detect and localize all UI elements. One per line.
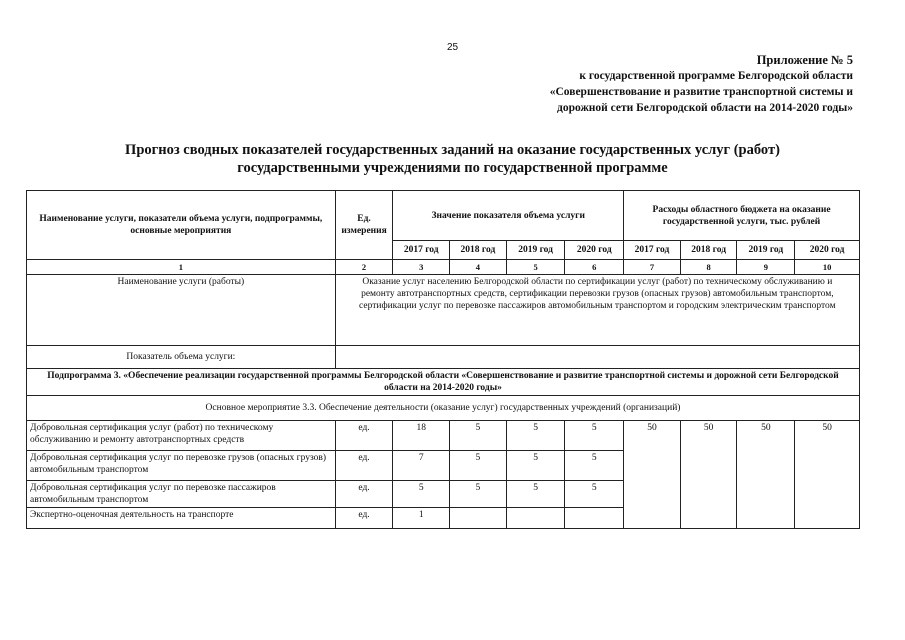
expenses-2020: 50 — [795, 421, 860, 529]
row-value-2019 — [506, 508, 565, 529]
row-unit: ед. — [335, 481, 393, 508]
column-number: 3 — [393, 260, 450, 275]
appendix-title: Приложение № 5 — [756, 53, 853, 67]
main-activity-title: Основное мероприятие 3.3. Обеспечение деятельности (оказание услуг) государственных учреждений (организаций) — [27, 396, 860, 421]
row-value-2018 — [450, 508, 507, 529]
header-expenses-year: 2020 год — [795, 241, 860, 260]
row-value-2018: 5 — [450, 451, 507, 481]
row-value-2019: 5 — [506, 451, 565, 481]
header-expenses-year: 2017 год — [624, 241, 681, 260]
volume-indicator-label: Показатель объема услуги: — [27, 346, 336, 369]
page-number: 25 — [446, 42, 459, 53]
appendix-line-2: «Совершенствование и развитие транспортной системы и — [549, 86, 853, 98]
appendix-line-3: дорожной сети Белгородской области на 2014-2020 годы» — [557, 102, 853, 114]
main-activity-row — [27, 396, 860, 421]
document-title — [30, 141, 875, 177]
row-value-2019: 5 — [506, 421, 565, 451]
expenses-2018: 50 — [680, 421, 737, 529]
row-value-2017: 7 — [393, 451, 450, 481]
service-name-row — [27, 275, 860, 346]
header-expenses-year: 2018 год — [680, 241, 737, 260]
document-title-line-2: государственными учреждениями по государственной программе — [237, 160, 668, 176]
row-name: Экспертно-оценочная деятельность на транспорте — [27, 508, 336, 529]
row-unit: ед. — [335, 421, 393, 451]
column-number: 10 — [795, 260, 860, 275]
column-number: 8 — [680, 260, 737, 275]
column-numbers-row — [27, 260, 860, 275]
volume-indicator-row — [27, 346, 860, 369]
volume-indicator-value — [335, 346, 859, 369]
row-value-2019: 5 — [506, 481, 565, 508]
forecast-table — [26, 190, 860, 529]
column-number: 5 — [506, 260, 565, 275]
row-name: Добровольная сертификация услуг по перевозке пассажиров автомобильным транспортом — [27, 481, 336, 508]
column-number: 2 — [335, 260, 393, 275]
column-number: 1 — [27, 260, 336, 275]
row-value-2017: 18 — [393, 421, 450, 451]
column-number: 6 — [565, 260, 624, 275]
expenses-2017: 50 — [624, 421, 681, 529]
header-expenses: Расходы областного бюджета на оказание государственной услуги, тыс. рублей — [624, 191, 860, 241]
appendix-header — [493, 52, 853, 116]
header-volume: Значение показателя объема услуги — [393, 191, 624, 241]
service-name-label: Наименование услуги (работы) — [27, 275, 336, 346]
table-row — [27, 421, 860, 451]
row-name: Добровольная сертификация услуг по перевозке грузов (опасных грузов) автомобильным транспортом — [27, 451, 336, 481]
row-value-2017: 1 — [393, 508, 450, 529]
header-name: Наименование услуги, показатели объема услуги, подпрограммы, основные мероприятия — [27, 191, 336, 260]
row-value-2020: 5 — [565, 421, 624, 451]
row-name: Добровольная сертификация услуг (работ) по техническому обслуживанию и ремонту автотранспортных средств — [27, 421, 336, 451]
header-volume-year: 2017 год — [393, 241, 450, 260]
subprogram-title: Подпрограмма 3. «Обеспечение реализации государственной программы Белгородской области «Совершенствование и развитие транспортной системы и дорожной сети Белгородской области на 2014-2020 годы» — [27, 369, 860, 396]
row-value-2020: 5 — [565, 451, 624, 481]
subprogram-row — [27, 369, 860, 396]
service-name-text: Оказание услуг населению Белгородской области по сертификации услуг (работ) по техническому обслуживанию и ремонту автотранспортных средств, сертификации перевозки грузов (опасных грузов) автомобильным транспортом, сертификации услуг по перевозке пассажиров автомобильным транспортом и городским электрическим транспортом — [335, 275, 859, 346]
row-unit: ед. — [335, 451, 393, 481]
header-volume-year: 2018 год — [450, 241, 507, 260]
appendix-line-1: к государственной программе Белгородской области — [579, 70, 853, 82]
header-row-1 — [27, 191, 860, 241]
header-volume-year: 2019 год — [506, 241, 565, 260]
header-expenses-year: 2019 год — [737, 241, 795, 260]
row-value-2020: 5 — [565, 481, 624, 508]
column-number: 4 — [450, 260, 507, 275]
row-value-2018: 5 — [450, 421, 507, 451]
column-number: 7 — [624, 260, 681, 275]
document-title-line-1: Прогноз сводных показателей государственных заданий на оказание государственных услуг (работ) — [125, 142, 780, 158]
row-value-2018: 5 — [450, 481, 507, 508]
row-value-2020 — [565, 508, 624, 529]
header-unit: Ед. измерения — [335, 191, 393, 260]
row-unit: ед. — [335, 508, 393, 529]
expenses-2019: 50 — [737, 421, 795, 529]
column-number: 9 — [737, 260, 795, 275]
row-value-2017: 5 — [393, 481, 450, 508]
header-volume-year: 2020 год — [565, 241, 624, 260]
